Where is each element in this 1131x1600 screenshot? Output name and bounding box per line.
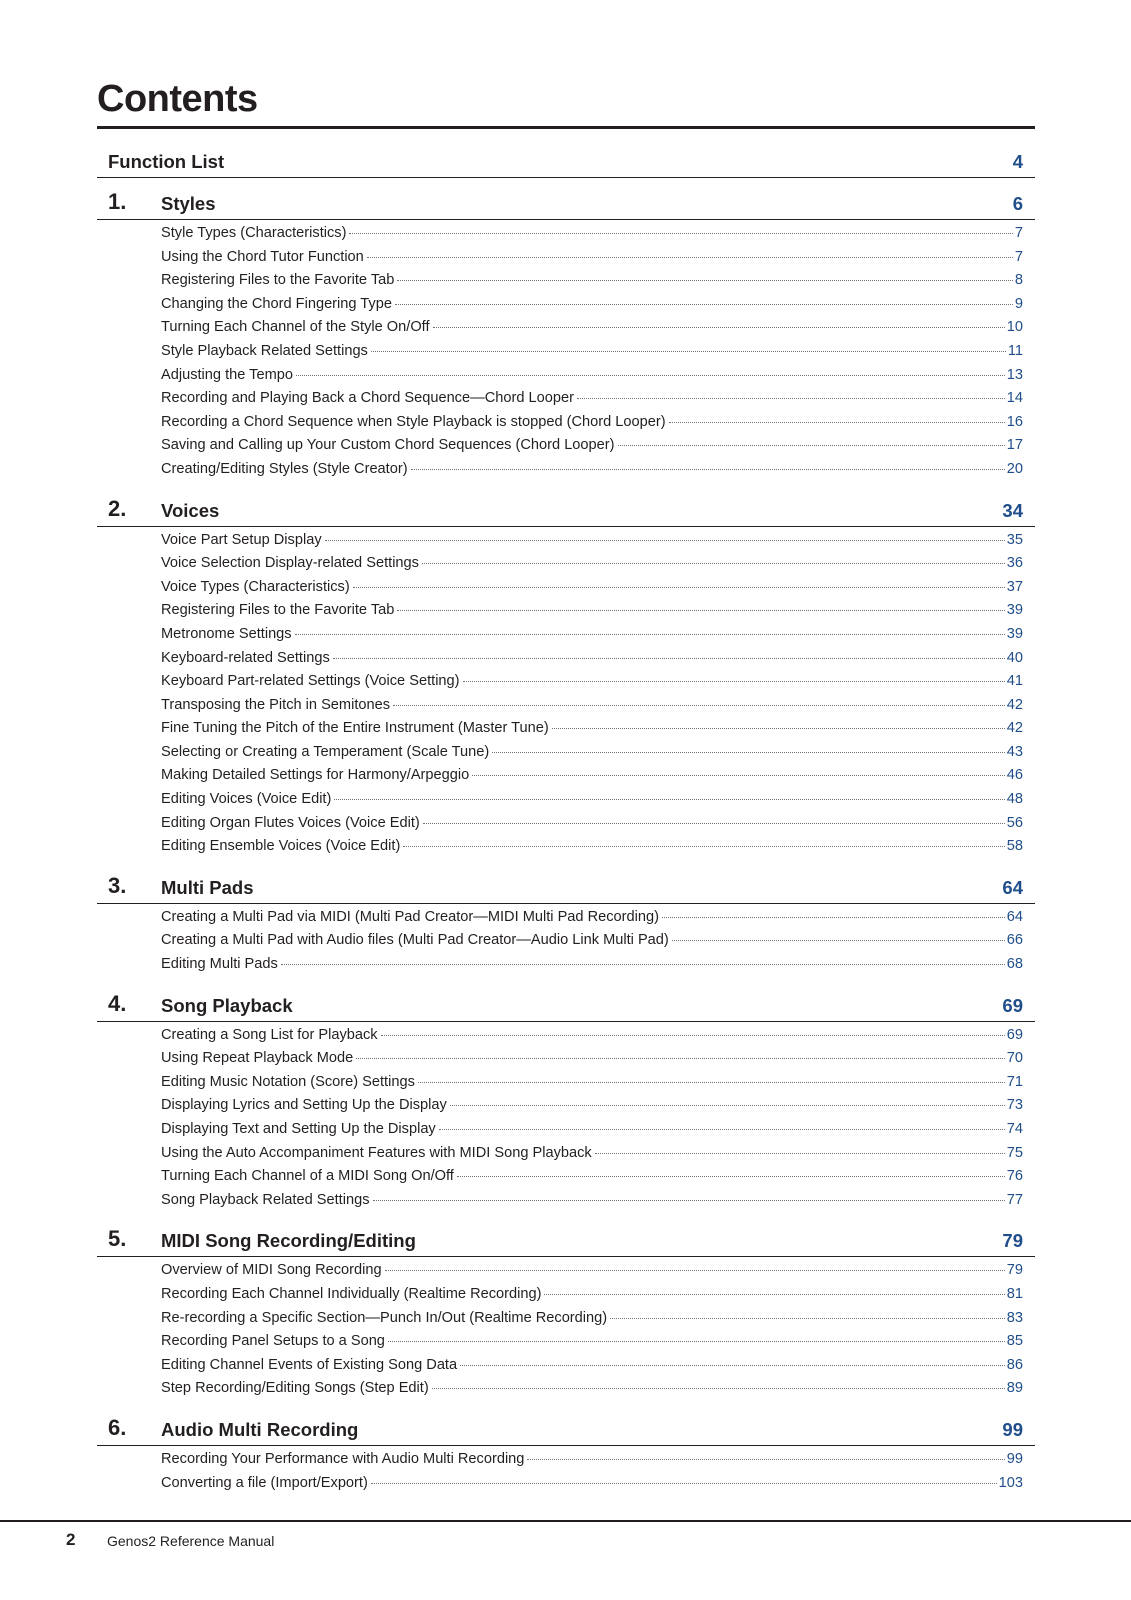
toc-entry-page[interactable]: 79: [1006, 1262, 1023, 1279]
toc-entry-page[interactable]: 14: [1006, 390, 1023, 407]
toc-entry-page[interactable]: 7: [1014, 225, 1023, 241]
toc-entry-title: Editing Organ Flutes Voices (Voice Edit): [161, 814, 420, 831]
section-title: Song Playback: [161, 994, 293, 1016]
toc-entry-title: Converting a file (Import/Export): [161, 1474, 368, 1491]
dot-leader: [411, 469, 1005, 470]
section-heading[interactable]: [97, 188, 1035, 220]
toc-entry[interactable]: [161, 343, 1023, 367]
toc-entry[interactable]: [161, 555, 1023, 579]
toc-entry-page[interactable]: 43: [1006, 743, 1023, 760]
dot-leader: [439, 1129, 1005, 1130]
dot-leader: [397, 610, 1004, 611]
toc-entry-title: Recording Your Performance with Audio Multi Recording: [161, 1450, 525, 1467]
toc-entry-page[interactable]: 58: [1006, 838, 1023, 855]
section-number: 5.: [108, 1226, 127, 1252]
toc-entry-page[interactable]: 35: [1006, 531, 1023, 548]
toc-entry-title: Creating a Multi Pad with Audio files (Multi Pad Creator—Audio Link Multi Pad): [161, 932, 669, 949]
section-number: 2.: [108, 495, 127, 521]
toc-entry[interactable]: [161, 390, 1023, 414]
section-item-list: [97, 1446, 1035, 1498]
toc-entry[interactable]: [161, 626, 1023, 650]
dot-leader: [544, 1294, 1004, 1295]
dot-leader: [433, 327, 1005, 328]
dot-leader: [423, 823, 1005, 824]
toc-entry-page[interactable]: 70: [1006, 1050, 1023, 1067]
dot-leader: [618, 445, 1005, 446]
footer-rule: [0, 1520, 1131, 1522]
toc-entry[interactable]: [161, 1168, 1023, 1192]
toc-entry-title: Turning Each Channel of the Style On/Off: [161, 319, 430, 336]
section-heading[interactable]: [97, 990, 1035, 1022]
toc-entry-page[interactable]: 42: [1006, 720, 1023, 737]
toc-entry[interactable]: [161, 815, 1023, 839]
toc-entry-title: Selecting or Creating a Temperament (Scale Tune): [161, 743, 490, 760]
section-title: Styles: [161, 193, 216, 214]
section-page[interactable]: 99: [1002, 1418, 1023, 1440]
toc-entry-title: Editing Ensemble Voices (Voice Edit): [161, 838, 401, 855]
toc-entry-page[interactable]: 17: [1006, 437, 1023, 454]
toc-entry-page[interactable]: 40: [1006, 649, 1023, 666]
toc-entry-page[interactable]: 7: [1014, 248, 1023, 265]
toc-entry-title: Creating/Editing Styles (Style Creator): [161, 460, 408, 477]
toc-entry-page[interactable]: 85: [1006, 1333, 1023, 1350]
toc-entry-title: Adjusting the Tempo: [161, 366, 293, 383]
dot-leader: [367, 257, 1013, 258]
toc-entry-title: Voice Types (Characteristics): [161, 578, 350, 595]
dot-leader: [662, 917, 1005, 918]
section-heading[interactable]: [97, 1225, 1035, 1257]
toc-entry-title: Registering Files to the Favorite Tab: [161, 602, 395, 619]
dot-leader: [393, 705, 1005, 706]
dot-leader: [472, 775, 1005, 776]
toc-entry[interactable]: [161, 319, 1023, 343]
toc-entry[interactable]: [161, 1451, 1023, 1475]
toc-entry-title: Editing Music Notation (Score) Settings: [161, 1073, 415, 1090]
dot-leader: [295, 634, 1005, 635]
toc-entry[interactable]: [161, 1333, 1023, 1357]
sections-container: [97, 188, 1035, 1498]
toc-entry[interactable]: [161, 838, 1023, 862]
section-title: MIDI Song Recording/Editing: [161, 1230, 416, 1252]
dot-leader: [333, 658, 1005, 659]
dot-leader: [395, 304, 1013, 305]
section-item-list: [97, 904, 1035, 980]
toc-entry[interactable]: [161, 1380, 1023, 1404]
toc-entry-title: Recording Panel Setups to a Song: [161, 1333, 385, 1350]
toc-entry-page[interactable]: 39: [1006, 602, 1023, 619]
toc-entry-title: Displaying Lyrics and Setting Up the Display: [161, 1097, 447, 1114]
toc-entry-title: Making Detailed Settings for Harmony/Arpeggio: [161, 767, 470, 784]
toc-section: [97, 1225, 1035, 1404]
title-rule: [97, 126, 1035, 129]
toc-entry-title: Editing Multi Pads: [161, 956, 278, 973]
toc-entry-page[interactable]: 99: [1006, 1450, 1023, 1467]
toc-entry[interactable]: [161, 461, 1023, 485]
toc-entry-title: Recording Each Channel Individually (Realtime Recording): [161, 1285, 542, 1302]
dot-leader: [397, 280, 1013, 281]
toc-entry-title: Using Repeat Playback Mode: [161, 1050, 354, 1067]
toc-entry[interactable]: [161, 367, 1023, 391]
toc-entry-page[interactable]: 48: [1006, 791, 1023, 808]
dot-leader: [432, 1388, 1005, 1389]
toc-entry[interactable]: [161, 1357, 1023, 1381]
toc-entry[interactable]: [161, 909, 1023, 933]
toc-entry-title: Transposing the Pitch in Semitones: [161, 696, 391, 713]
toc-entry-title: Fine Tuning the Pitch of the Entire Instrument (Master Tune): [161, 720, 549, 737]
function-list-entry[interactable]: [97, 145, 1035, 178]
toc-entry[interactable]: [161, 650, 1023, 674]
toc-entry[interactable]: [161, 414, 1023, 438]
section-item-list: [97, 1022, 1035, 1216]
toc-entry-page[interactable]: 37: [1006, 578, 1023, 595]
dot-leader: [418, 1082, 1005, 1083]
toc-entry-page[interactable]: 86: [1006, 1356, 1023, 1373]
toc-entry[interactable]: [161, 1475, 1023, 1499]
toc-entry-title: Style Playback Related Settings: [161, 342, 368, 359]
toc-entry-page[interactable]: 42: [1006, 696, 1023, 713]
toc-entry-page[interactable]: 83: [1006, 1309, 1023, 1326]
toc-entry-page[interactable]: 68: [1006, 956, 1023, 973]
dot-leader: [577, 398, 1005, 399]
section-number: 6.: [108, 1414, 127, 1440]
dot-leader: [296, 375, 1005, 376]
footer-manual-name: Genos2 Reference Manual: [107, 1533, 275, 1549]
dot-leader: [457, 1176, 1005, 1177]
toc-section: [97, 1414, 1035, 1498]
toc-entry-page[interactable]: 77: [1006, 1191, 1023, 1208]
toc-entry-page[interactable]: 10: [1006, 319, 1023, 336]
dot-leader: [552, 728, 1005, 729]
toc-entry-page[interactable]: 46: [1006, 767, 1023, 784]
toc-entry-page[interactable]: 8: [1014, 272, 1023, 289]
toc-entry[interactable]: [161, 1074, 1023, 1098]
function-list-label: Function List: [108, 151, 225, 172]
toc-entry-page[interactable]: 73: [1006, 1097, 1023, 1114]
section-page[interactable]: 34: [1002, 499, 1023, 521]
toc-entry-page[interactable]: 81: [1006, 1285, 1023, 1302]
dot-leader: [492, 752, 1005, 753]
dot-leader: [672, 940, 1005, 941]
toc-entry[interactable]: [161, 1097, 1023, 1121]
section-number: 1.: [108, 189, 127, 214]
toc-entry-page[interactable]: 16: [1006, 413, 1023, 430]
toc-entry[interactable]: [161, 1192, 1023, 1216]
toc-entry[interactable]: [161, 791, 1023, 815]
section-heading[interactable]: [97, 1414, 1035, 1446]
dot-leader: [460, 1365, 1005, 1366]
toc-entry-title: Recording a Chord Sequence when Style Playback is stopped (Chord Looper): [161, 413, 666, 430]
toc-entry-page[interactable]: 66: [1006, 932, 1023, 949]
dot-leader: [356, 1058, 1005, 1059]
dot-leader: [595, 1153, 1005, 1154]
dot-leader: [349, 233, 1012, 234]
toc-entry-title: Changing the Chord Fingering Type: [161, 295, 392, 312]
toc-entry[interactable]: [161, 249, 1023, 273]
toc-entry[interactable]: [161, 1121, 1023, 1145]
toc-entry-page[interactable]: 11: [1007, 342, 1023, 359]
toc-entry-page[interactable]: 64: [1006, 908, 1023, 925]
section-title: Voices: [161, 499, 220, 521]
toc-entry-title: Registering Files to the Favorite Tab: [161, 272, 395, 289]
toc-entry[interactable]: [161, 272, 1023, 296]
toc-entry-page[interactable]: 74: [1006, 1121, 1023, 1137]
toc-entry-page[interactable]: 89: [1006, 1380, 1023, 1397]
section-heading[interactable]: [97, 495, 1035, 527]
section-page[interactable]: 79: [1002, 1230, 1023, 1252]
toc-entry[interactable]: [161, 437, 1023, 461]
toc-entry[interactable]: [161, 296, 1023, 320]
section-page[interactable]: 6: [1012, 193, 1023, 214]
dot-leader: [371, 351, 1006, 352]
section-number: 3.: [108, 872, 127, 898]
toc-entry-page[interactable]: 76: [1006, 1168, 1023, 1185]
section-item-list: [97, 1257, 1035, 1404]
table-of-contents: [97, 145, 1035, 1498]
dot-leader: [388, 1341, 1005, 1342]
dot-leader: [325, 540, 1005, 541]
toc-entry[interactable]: [161, 1027, 1023, 1051]
toc-entry-title: Style Types (Characteristics): [161, 225, 347, 241]
section-title: Multi Pads: [161, 876, 254, 898]
toc-entry-page[interactable]: 20: [1006, 460, 1023, 477]
toc-entry[interactable]: [161, 602, 1023, 626]
toc-entry[interactable]: [161, 744, 1023, 768]
dot-leader: [373, 1200, 1005, 1201]
toc-entry-title: Using the Chord Tutor Function: [161, 248, 364, 265]
toc-entry-title: Turning Each Channel of a MIDI Song On/Off: [161, 1168, 454, 1185]
footer-page-number: 2: [66, 1530, 76, 1549]
toc-entry-page[interactable]: 41: [1006, 673, 1023, 690]
toc-entry-title: Keyboard-related Settings: [161, 649, 330, 666]
toc-entry[interactable]: [161, 932, 1023, 956]
toc-entry-title: Creating a Multi Pad via MIDI (Multi Pad Creator—MIDI Multi Pad Recording): [161, 908, 659, 925]
section-item-list: [97, 220, 1035, 485]
dot-leader: [422, 563, 1005, 564]
toc-entry[interactable]: [161, 1286, 1023, 1310]
toc-entry[interactable]: [161, 532, 1023, 556]
toc-entry[interactable]: [161, 225, 1023, 249]
toc-entry-page[interactable]: 36: [1006, 555, 1023, 572]
section-heading[interactable]: [97, 872, 1035, 904]
toc-entry[interactable]: [161, 720, 1023, 744]
section-title: Audio Multi Recording: [161, 1418, 359, 1440]
toc-entry[interactable]: [161, 1262, 1023, 1286]
toc-section: [97, 188, 1035, 485]
section-number: 4.: [108, 990, 127, 1016]
section-page[interactable]: 64: [1002, 876, 1023, 898]
dot-leader: [669, 422, 1005, 423]
toc-entry-title: Voice Part Setup Display: [161, 531, 322, 548]
dot-leader: [463, 681, 1005, 682]
toc-entry-page[interactable]: 69: [1006, 1026, 1023, 1043]
toc-entry-title: Song Playback Related Settings: [161, 1191, 370, 1208]
toc-entry[interactable]: [161, 767, 1023, 791]
toc-section: [97, 872, 1035, 980]
page-title: Contents: [97, 78, 258, 120]
dot-leader: [610, 1318, 1005, 1319]
toc-entry-page[interactable]: 39: [1006, 625, 1023, 642]
toc-entry[interactable]: [161, 1050, 1023, 1074]
toc-entry[interactable]: [161, 579, 1023, 603]
toc-entry-title: Using the Auto Accompaniment Features with MIDI Song Playback: [161, 1144, 592, 1161]
toc-entry[interactable]: [161, 1145, 1023, 1169]
toc-entry-title: Step Recording/Editing Songs (Step Edit): [161, 1380, 429, 1397]
toc-entry-title: Creating a Song List for Playback: [161, 1026, 378, 1043]
toc-entry-title: Saving and Calling up Your Custom Chord Sequences (Chord Looper): [161, 437, 615, 454]
toc-entry-page[interactable]: 56: [1006, 814, 1023, 831]
section-page[interactable]: 69: [1002, 994, 1023, 1016]
dot-leader: [450, 1105, 1005, 1106]
toc-entry-title: Displaying Text and Setting Up the Display: [161, 1121, 436, 1137]
dot-leader: [381, 1035, 1005, 1036]
function-list-page[interactable]: 4: [1012, 151, 1023, 172]
dot-leader: [334, 799, 1004, 800]
toc-entry-title: Metronome Settings: [161, 625, 292, 642]
toc-entry-page[interactable]: 71: [1006, 1073, 1023, 1090]
toc-entry[interactable]: [161, 1310, 1023, 1334]
dot-leader: [281, 964, 1005, 965]
toc-entry[interactable]: [161, 673, 1023, 697]
toc-entry-title: Recording and Playing Back a Chord Sequence—Chord Looper: [161, 390, 574, 407]
section-item-list: [97, 527, 1035, 862]
toc-section: [97, 990, 1035, 1216]
toc-entry-page[interactable]: 75: [1006, 1144, 1023, 1161]
toc-entry-page[interactable]: 13: [1006, 366, 1023, 383]
dot-leader: [371, 1483, 997, 1484]
toc-entry-title: Overview of MIDI Song Recording: [161, 1262, 382, 1279]
dot-leader: [403, 846, 1004, 847]
toc-entry[interactable]: [161, 956, 1023, 980]
dot-leader: [353, 587, 1005, 588]
toc-entry-page[interactable]: 103: [998, 1474, 1023, 1491]
toc-entry-title: Keyboard Part-related Settings (Voice Setting): [161, 673, 460, 690]
toc-entry-title: Editing Channel Events of Existing Song Data: [161, 1356, 458, 1373]
toc-entry-title: Voice Selection Display-related Settings: [161, 555, 419, 572]
toc-entry-page[interactable]: 9: [1014, 295, 1023, 312]
toc-section: [97, 495, 1035, 862]
toc-entry-title: Re-recording a Specific Section—Punch In/Out (Realtime Recording): [161, 1309, 608, 1326]
dot-leader: [527, 1459, 1004, 1460]
toc-entry[interactable]: [161, 697, 1023, 721]
toc-entry-title: Editing Voices (Voice Edit): [161, 791, 332, 808]
dot-leader: [385, 1270, 1005, 1271]
